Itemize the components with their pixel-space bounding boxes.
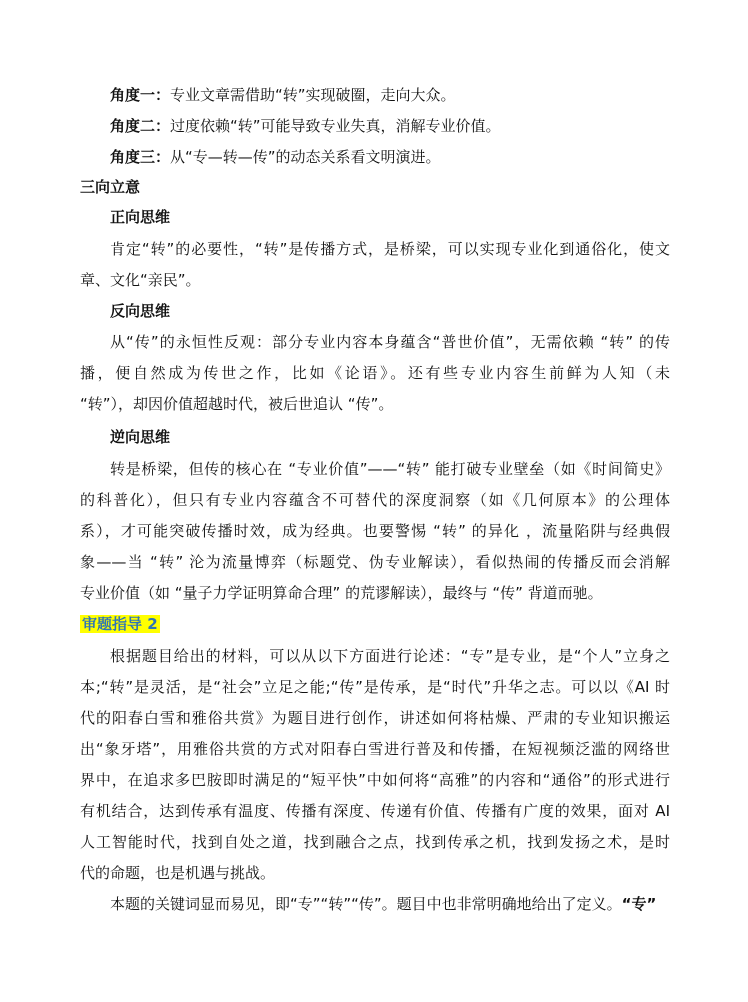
guide-line-4: 出“象牙塔”，用雅俗共赏的方式对阳春白雪进行普及和传播，在短视频泛滥的网络世 (80, 740, 670, 758)
reverse-line-1: 从“传”的永恒性反观：部分专业内容本身蕴含“普世价值”，无需依赖 “转” 的传 (110, 333, 670, 351)
positive-line-2: 章、文化“亲民”。 (80, 271, 201, 289)
angle-2 (110, 116, 501, 136)
inverse-line-2: 的科普化），但只有专业内容蕴含不可替代的深度洞察（如《几何原本》的公理体 (80, 491, 670, 509)
angle-3-label: 角度三： (110, 148, 171, 166)
inverse-line-4: 象——当 “转” 沦为流量博弈（标题党、伪专业解读），看似热闹的传播反而会消解 (80, 553, 670, 571)
positive-line-1: 肯定“转”的必要性，“转”是传播方式，是桥梁，可以实现专业化到通俗化，使文 (110, 240, 670, 258)
guide-heading (80, 614, 160, 634)
guide-line-2: 本;“转”是灵活，是“社会”立足之能;“传”是传承，是“时代”升华之志。可以以《AI 时 (80, 678, 670, 696)
guide-line-8: 代的命题，也是机遇与挑战。 (80, 864, 276, 882)
reverse-title: 反向思维 (110, 302, 171, 320)
last-line-bold-tail: “专” (621, 895, 657, 913)
guide-line-1: 根据题目给出的材料，可以从以下方面进行论述：“专”是专业，是“个人”立身之 (110, 647, 670, 665)
angle-3-text: 从“专—转—传”的动态关系看文明演进。 (170, 148, 441, 166)
guide-line-5: 界中，在追求多巴胺即时满足的“短平快”中如何将“高雅”的内容和“通俗”的形式进行 (80, 771, 670, 789)
guide-line-6: 有机结合，达到传承有温度、传播有深度、传递有价值、传播有广度的效果，面对 AI (80, 802, 670, 820)
guide-line-3: 代的阳春白雪和雅俗共赏》为题目进行创作，讲述如何将枯燥、严肃的专业知识搬运 (80, 709, 670, 727)
last-line (110, 894, 656, 914)
positive-title: 正向思维 (110, 208, 171, 226)
angle-2-text: 过度依赖“转”可能导致专业失真，消解专业价值。 (170, 117, 501, 135)
angle-1 (110, 85, 456, 105)
inverse-line-5: 专业价值（如 “量子力学证明算命合理” 的荒谬解读），最终与 “传” 背道而驰。 (80, 584, 603, 602)
reverse-line-2: 播，便自然成为传世之作，比如《论语》。还有些专业内容生前鲜为人知（未 (80, 364, 670, 382)
angle-3 (110, 147, 441, 167)
section-title: 三向立意 (80, 178, 141, 196)
angle-1-label: 角度一： (110, 86, 171, 104)
inverse-line-1: 转是桥梁，但传的核心在 “专业价值”——“转” 能打破专业壁垒（如《时间简史》 (110, 460, 670, 478)
angle-1-text: 专业文章需借助“转”实现破圈，走向大众。 (170, 86, 456, 104)
guide-line-7: 人工智能时代，找到自处之道，找到融合之点，找到传承之机，找到发扬之术，是时 (80, 833, 670, 851)
angle-2-label: 角度二： (110, 117, 171, 135)
reverse-line-3: “转”），却因价值超越时代，被后世追认 “传”。 (80, 395, 394, 413)
last-line-text: 本题的关键词显而易见，即“专”“转”“传”。题目中也非常明确地给出了定义。 (110, 895, 622, 913)
inverse-title: 逆向思维 (110, 428, 171, 446)
guide-title-highlight: 审题指导 2 (82, 615, 158, 633)
inverse-line-3: 系），才可能突破传播时效，成为经典。也要警惕 “转” 的异化 ，流量陷阱与经典假 (80, 522, 670, 540)
